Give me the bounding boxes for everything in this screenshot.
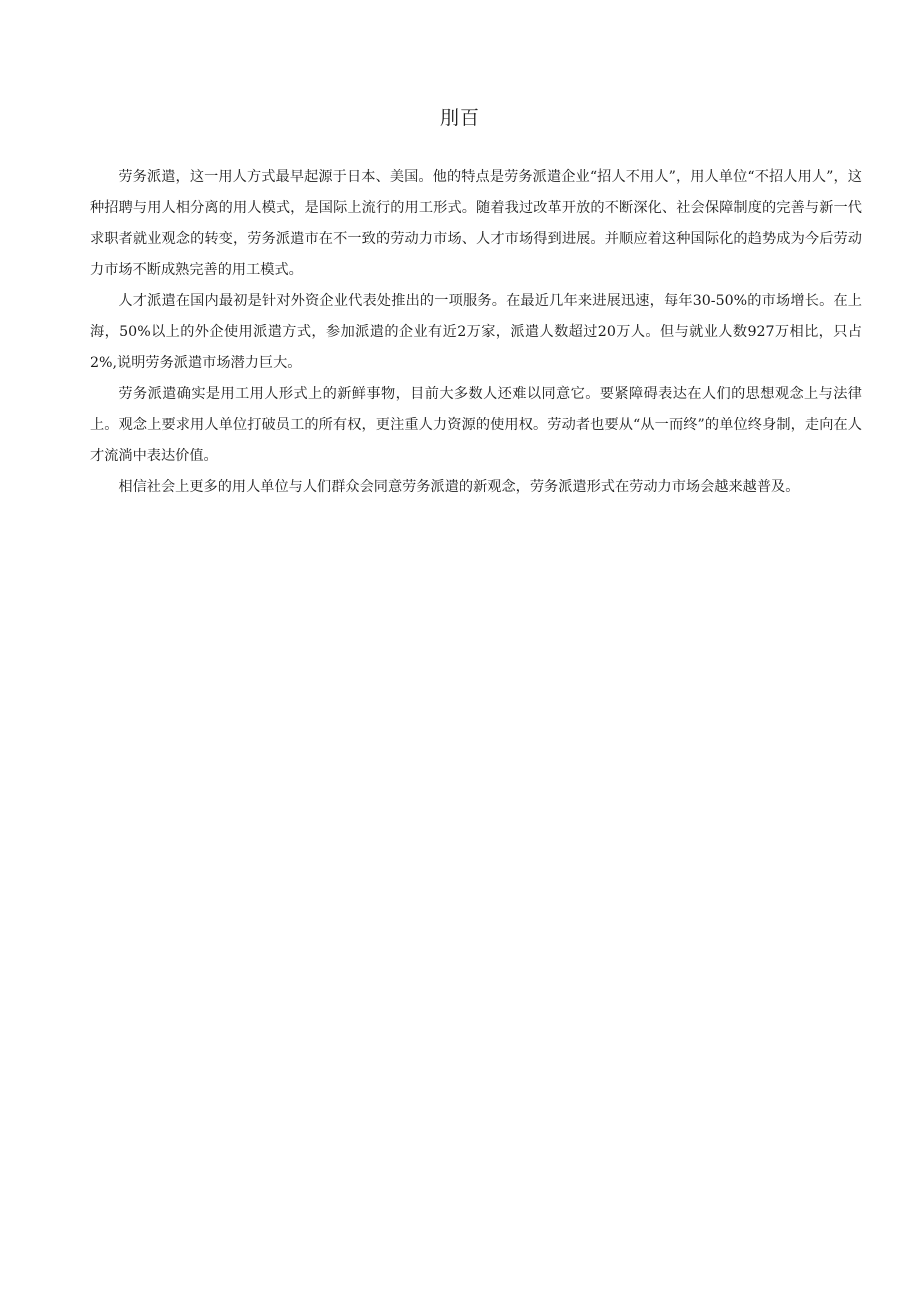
- paragraph-4: 相信社会上更多的用人单位与人们群众会同意劳务派遣的新观念，劳务派遣形式在劳动力市场会越来越普及。: [118, 479, 800, 495]
- paragraph-3: 劳务派遣确实是用工用人形式上的新鲜事物，目前大多数人还难以同意它。要紧障碍表达在人们的思想观念上与法律上。观念上要求用人单位打破员工的所有权，更注重人力资源的使用权。劳动者也要从“从一而终”的单位终身制，走向在人才流淌中表达价值。: [90, 386, 862, 464]
- document-body: [90, 162, 862, 503]
- page-title: 刖百: [439, 107, 480, 129]
- paragraph-2: 人才派遣在国内最初是针对外资企业代表处推出的一项服务。在最近几年来进展迅速，每年30-50%的市场增长。在上海，50%以上的外企使用派遣方式，参加派遣的企业有近2万家，派遣人数超过20万人。但与就业人数927万相比，只占2%,说明劳务派遣市场潜力巨大。: [90, 293, 862, 371]
- paragraph-1: 劳务派遣，这一用人方式最早起源于日本、美国。他的特点是劳务派遣企业“招人不用人”，用人单位“不招人用人”，这种招聘与用人相分离的用人模式，是国际上流行的用工形式。随着我过改革开放的不断深化、社会保障制度的完善与新一代求职者就业观念的转变，劳务派遣市在不一致的劳动力市场、人才市场得到进展。并顺应着这种国际化的趋势成为今后劳动力市场不断成熟完善的用工模式。: [90, 169, 862, 278]
